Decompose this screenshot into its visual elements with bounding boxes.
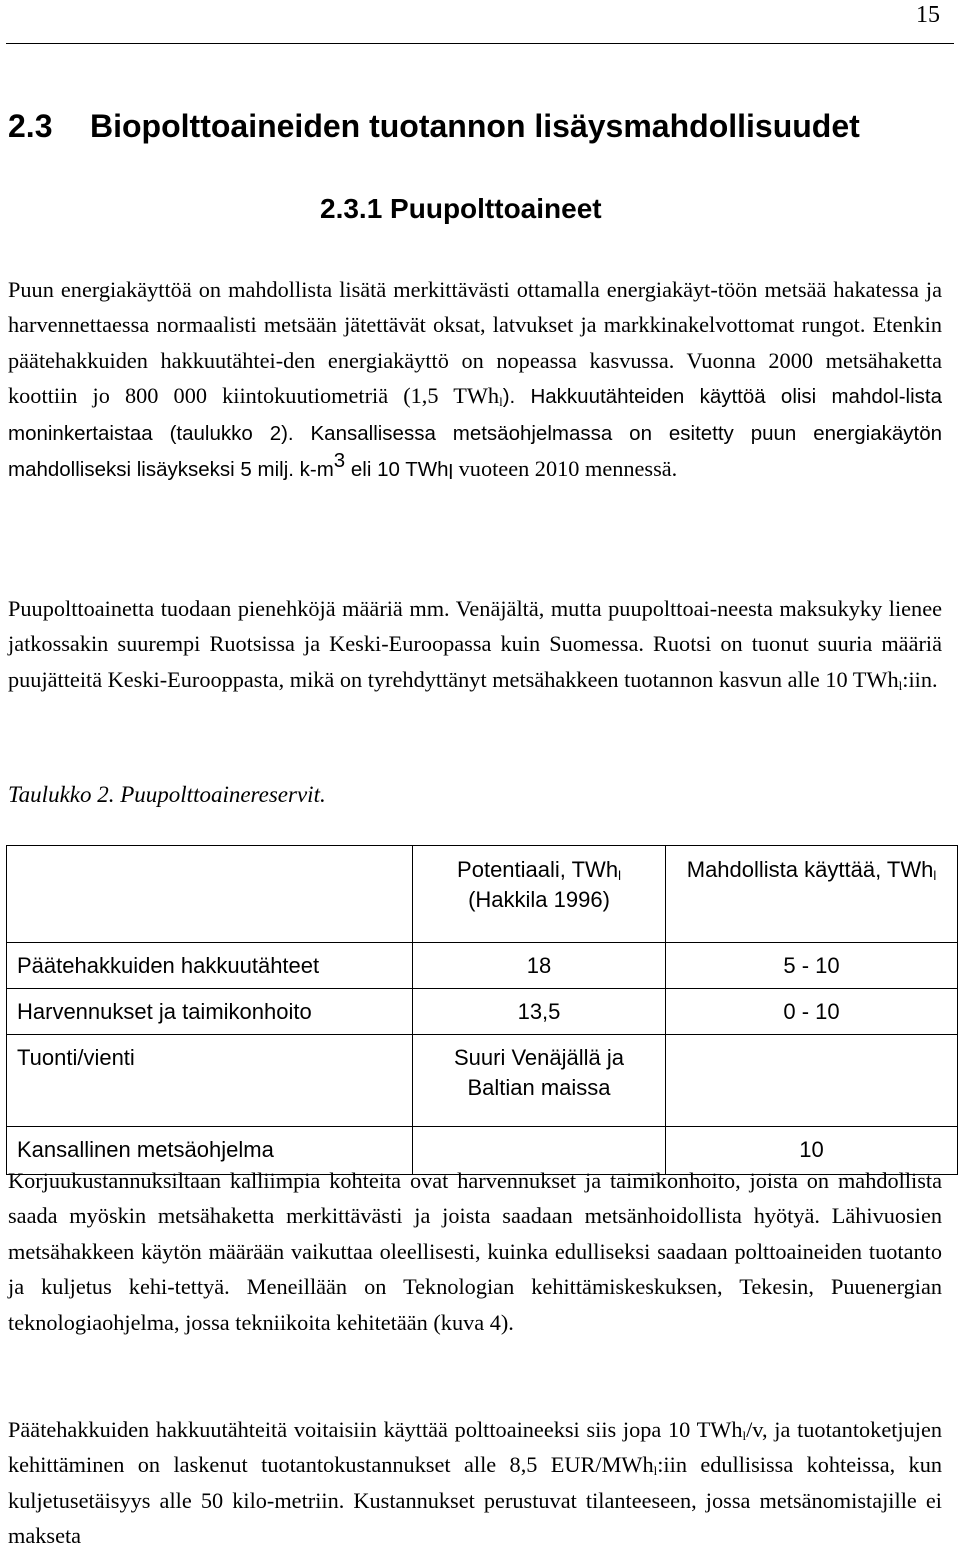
table-row [7,989,958,1035]
row-usable [666,1035,958,1127]
table-caption: Taulukko 2. Puupolttoainereservit. [8,782,326,807]
paragraph-imports: Puupolttoainetta tuodaan pienehköjä määriä mm. Venäjältä, mutta puupolttoai-neesta maksukyky lienee jatkossakin suurempi Ruotsissa ja Keski-Euroopassa kuin Suomessa. Ruotsi on tuonut suuria määriä puujätteitä Keski-Eurooppasta, mikä on tyrehdyttänyt metsähakkeen tuotannon kasvun alle 10 TWh$_l$:iin. [8,596,942,693]
row-usable: 10 [666,1127,958,1175]
row-potential: Suuri Venäjällä ja Baltian maissa [413,1035,666,1127]
row-label: Päätehakkuiden hakkuutähteet [7,943,413,989]
header-cell-potential: Potentiaali, TWh$_l$ (Hakkila 1996) [413,846,666,943]
paragraph-harvest-costs: Korjuukustannuksiltaan kalliimpia kohteita ovat harvennukset ja taimikonhoito, joista on mahdollista saada myöskin metsähaketta merkittävästi ja joista saadaan metsänhoidollista hyötyä. Lähivuosien metsähakkeen käytön määrään vaikuttaa oleellisesti, kuinka edulliseksi saadaan polttoaineiden tuotanto ja kuljetus kehi-tettyä. Meneillään on Teknologian kehittämiskeskuksen, Tekesin, Puuenergian teknologiaohjelma, jossa tekniikoita kehitetään (kuva 4). [8,1168,942,1335]
header-cell-usable: Mahdollista käyttää, TWh$_l$ [666,846,958,943]
row-potential: 13,5 [413,989,666,1035]
section-title: Biopolttoaineiden tuotannon lisäysmahdollisuudet [90,108,860,144]
paragraph-final-fellings: Päätehakkuiden hakkuutähteitä voitaisiin käyttää polttoaineeksi siis jopa 10 TWh$_l$/v, ja tuotantoketjujen kehittäminen on laskenut tuotantokustannukset alle 8,5 EUR/MWh$_l$:iin edullisissa kohteissa, kun kuljetusetäisyys alle 50 kilo-metriin. Kustannukset perustuvat tilanteeseen, jossa metsänomistajille ei makseta [8,1417,942,1549]
row-label: Tuonti/vienti [7,1035,413,1127]
table-row [7,1035,958,1127]
table-row [7,943,958,989]
row-usable: 5 - 10 [666,943,958,989]
wood-fuel-reserves-table [6,845,958,1175]
paragraph-wood-energy: Puun energiakäyttöä on mahdollista lisätä merkittävästi ottamalla energiakäyt-töön metsää hakatessa ja harvennettaessa normaalisti metsään jätettävät oksat, latvukset ja markkinakelvottomat rungot. Etenkin päätehakkuiden hakkuutähtei-den energiakäyttö on nopeassa kasvussa. Vuonna 2000 metsähaketta koottiin jo 800 000 kiintokuutiometriä (1,5 TWh$_l$). Hakkuutähteiden käyttöä olisi mahdol-lista moninkertaistaa (taulukko 2). Kansallisessa metsäohjelmassa on esitetty puun energiakäytön mahdolliseksi lisäykseksi 5 milj. $k-m^3$ eli 10 TWh$_l$ vuoteen 2010 mennessä. [8,277,942,485]
table-header-row [7,846,958,943]
row-usable: 0 - 10 [666,989,958,1035]
section-number: 2.3 [8,108,53,144]
row-label: Kansallinen metsäohjelma [7,1127,413,1175]
row-label: Harvennukset ja taimikonhoito [7,989,413,1035]
subsection-heading: 2.3.1 Puupolttoaineet [320,193,602,224]
row-potential: 18 [413,943,666,989]
page-number: 15 [916,2,940,28]
header-rule [6,43,954,44]
section-heading [8,108,860,145]
header-cell-empty [7,846,413,943]
